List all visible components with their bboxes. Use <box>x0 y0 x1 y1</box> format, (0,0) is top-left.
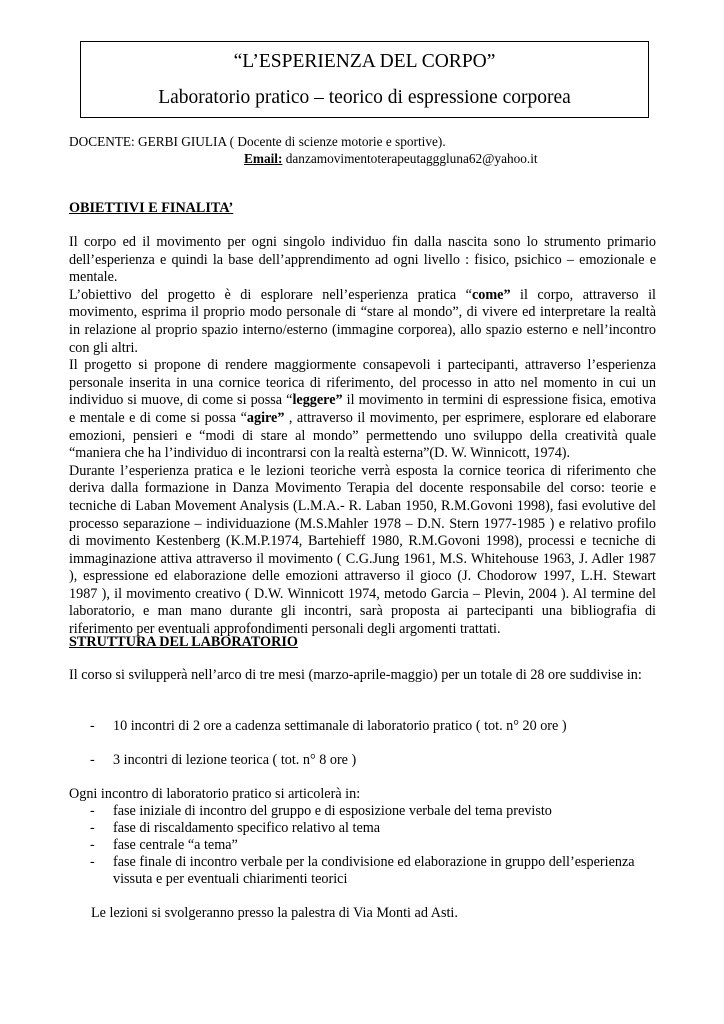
phase-item: fase iniziale di incontro del gruppo e di esposizione verbale del tema previsto <box>113 803 552 819</box>
location-note: Le lezioni si svolgeranno presso la palestra di Via Monti ad Asti. <box>91 905 458 921</box>
section-heading-struttura: STRUTTURA DEL LABORATORIO <box>69 634 298 650</box>
email-value: danzamovimentoterapeutagggluna62@yahoo.it <box>282 151 538 166</box>
list-bullet: - <box>90 718 95 734</box>
list-item: 3 incontri di lezione teorica ( tot. n° 8 ore ) <box>113 752 357 768</box>
list-bullet: - <box>90 854 95 870</box>
phases-intro: Ogni incontro di laboratorio pratico si articolerà in: <box>69 786 361 802</box>
struttura-intro: Il corso si svilupperà nell’arco di tre mesi (marzo-aprile-maggio) per un totale di 28 ore suddivise in: <box>69 667 642 683</box>
phase-item-continued: vissuta e per eventuali chiarimenti teorici <box>113 871 348 887</box>
phase-item: fase finale di incontro verbale per la condivisione ed elaborazione in gruppo dell’esperienza <box>113 854 635 870</box>
list-bullet: - <box>90 752 95 768</box>
email-label: Email: <box>244 151 283 166</box>
section-obiettivi-body <box>69 234 656 639</box>
docente-line: DOCENTE: GERBI GIULIA ( Docente di scienze motorie e sportive). <box>69 134 446 149</box>
paragraph: L’obiettivo del progetto è di esplorare nell’esperienza pratica “come” il corpo, attraverso il movimento, esprima il proprio modo personale di “stare al mondo”, di vivere ed interpretare la realtà in relazione al proprio spazio interno/esterno (immagine corporea), allo spazio esterno e nell’incontro con gli altri. <box>69 286 656 356</box>
phase-item: fase centrale “a tema” <box>113 837 238 853</box>
list-bullet: - <box>90 837 95 853</box>
paragraph: Il corpo ed il movimento per ogni singolo individuo fin dalla nascita sono lo strumento primario dell’esperienza e quindi la base dell’apprendimento ad ogni livello : fisico, psichico – emozionale e mentale. <box>69 234 656 286</box>
list-item: 10 incontri di 2 ore a cadenza settimanale di laboratorio pratico ( tot. n° 20 ore ) <box>113 718 567 734</box>
paragraph: Il progetto si propone di rendere maggiormente consapevoli i partecipanti, attraverso l’esperienza personale inserita in una cornice teorica di riferimento, del processo in atto nel momento in cui un individuo si muove, di come si possa “leggere” il movimento in termini di espressione fisica, emotiva e mentale e di come si possa “agire” , attraverso il movimento, per esprimere, esplorare ed elaborare emozioni, pensieri e “modi di stare al mondo” permettendo uno sviluppo della creatività quale “maniera che ha l’individuo di incontrarsi con la realtà esterna”(D. W. Winnicott, 1974). <box>69 357 656 462</box>
phase-item: fase di riscaldamento specifico relativo al tema <box>113 820 381 836</box>
paragraph: Durante l’esperienza pratica e le lezioni teoriche verrà esposta la cornice teorica di riferimento che deriva dalla formazione in Danza Movimento Terapia del docente responsabile del corso: teorie e tecniche di Laban Movement Analysis (L.M.A.- R. Laban 1950, R.M.Govoni 1998), fasi evolutive del processo separazione – individuazione (M.S.Mahler 1978 – D.N. Stern 1977-1985 ) e relativo profilo di movimento Kestenberg (K.M.P.1974, Bartehieff 1980, R.M.Govoni 1998), processi e tecniche di immaginazione attiva attraverso il movimento ( C.G.Jung 1961, M.S. Whitehouse 1963, J. Adler 1987 ), espressione ed elaborazione delle emozioni attraverso il gioco (J. Chodorow 1997, L.H. Stewart 1987 ), il movimento creativo ( D.W. Winnicott 1974, metodo Garcia – Plevin, 2004 ). Al termine del laboratorio, e man mano durante gli incontri, sarà proposta ai partecipanti una bibliografia di riferimento per eventuali approfondimenti personali degli argomenti trattati. <box>69 462 656 638</box>
document-subtitle: Laboratorio pratico – teorico di espressione corporea <box>158 87 571 108</box>
section-heading-obiettivi: OBIETTIVI E FINALITA’ <box>69 200 234 216</box>
list-bullet: - <box>90 803 95 819</box>
title-box <box>80 41 649 118</box>
email-line <box>244 150 538 167</box>
document-title: “L’ESPERIENZA DEL CORPO” <box>233 51 496 72</box>
list-bullet: - <box>90 820 95 836</box>
